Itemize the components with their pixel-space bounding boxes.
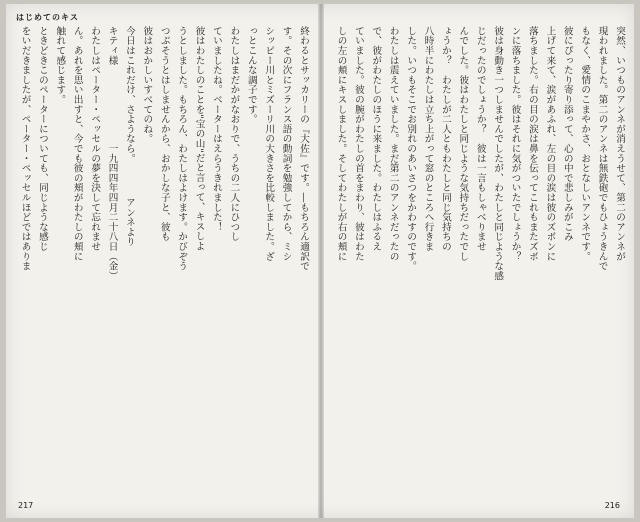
- text-line: ンに落ちました。彼はそれに気がついたでしょうか？: [509, 26, 521, 262]
- text-line: 彼はわたしのことを"宝の山"だと言って、キスしよ: [193, 26, 205, 251]
- text-line: 触れて感じます。: [54, 26, 66, 105]
- text-line: ょうか？ わたしが二人ともわたしと同じ気持ちの: [439, 26, 451, 252]
- text-line: じだったのでしょうか？ 彼は一言もしゃべりませ: [474, 26, 486, 252]
- text-line: つぶそうとはしませんから、おかしな子と、彼も: [158, 26, 170, 242]
- text-line: した。いつもそこでお別れのあいさつをかわすのです。: [405, 26, 417, 271]
- right-page: [324, 4, 634, 518]
- text-line: 現われました。第二のアンネは無鉄砲でもひょうきんで: [596, 26, 608, 271]
- left-page: [6, 4, 318, 518]
- text-line: 彼はおかしいすべてのね。: [141, 26, 153, 144]
- text-line: で、彼がわたしのほうに来ました。わたしはふるえ: [370, 26, 382, 252]
- text-line: 突然、いつものアンネが消えうせて、第二のアンネが: [614, 26, 625, 262]
- text-line: ときどきこのペーターについても、同じような感じ: [36, 26, 48, 252]
- text-line: をいだきましたが、ペーター・ペッセルほどではありま: [19, 26, 31, 271]
- text-line: んでした。彼はわたしと同じような気持ちだったでし: [457, 26, 469, 262]
- text-line: キティ様 一九四四年四月二十八日（金）: [106, 26, 118, 281]
- left-page-number: 217: [18, 501, 34, 510]
- text-line: っとこんな調子です。: [245, 26, 257, 124]
- right-page-text: [336, 26, 628, 494]
- text-line: 落ちました。右の目の涙は鼻を伝ってこれもまたズボ: [526, 26, 538, 262]
- text-line: す。その次にフランス語の動詞を勉強してから、ミシ: [280, 26, 292, 262]
- text-line: わたしは震えていました。まだ第二のアンネだったの: [387, 26, 399, 262]
- text-line: わたしはペーター・ペッセルの夢を決して忘れませ: [89, 26, 101, 252]
- text-line: シッピー川とミズーリ川の大きさを比較しました。ざ: [263, 26, 275, 262]
- text-line: しの左の頬にキスしました。そしてわたしが右の頬に: [336, 26, 347, 262]
- text-line: ていました。彼の腕がわたしの首をまわり、彼はわた: [352, 26, 364, 262]
- text-line: ていましたね。ベーターはえらうきれました！: [210, 26, 222, 232]
- text-line: うとしました。もちろん、わたしはよけます。かびぞう: [176, 26, 188, 271]
- text-line: ん。あれを思い出すと、今でも彼の頬がわたしの頬に: [71, 26, 83, 262]
- left-page-text: [16, 26, 312, 494]
- text-line: 彼は身動き一つしませんでしたが、わたしと同じような感: [492, 26, 504, 281]
- running-head: はじめてのキス: [16, 13, 79, 22]
- right-page-number: 216: [604, 501, 620, 510]
- text-line: 今日はこれだけ、さようなら。 アンネより: [123, 26, 135, 247]
- text-line: 終わるとサッカリーの『大佐』です。―もちろん適訳で: [298, 26, 309, 271]
- text-line: もなく、愛情のこまやかさ、おとなしいアンネです。: [579, 26, 591, 262]
- text-line: わたしはまだかがなおりで、うちの二人にひつし: [228, 26, 240, 242]
- text-line: 上げて来て、涙があふれ、左の目の涙は彼のズボンに: [544, 26, 556, 262]
- text-line: 八時半にわたしは立ち上がって窓のところへ行きま: [422, 26, 434, 252]
- book-spread: [6, 4, 634, 518]
- text-line: 彼にぴったり寄り添って、心の中で悲しみがこみ: [561, 26, 573, 242]
